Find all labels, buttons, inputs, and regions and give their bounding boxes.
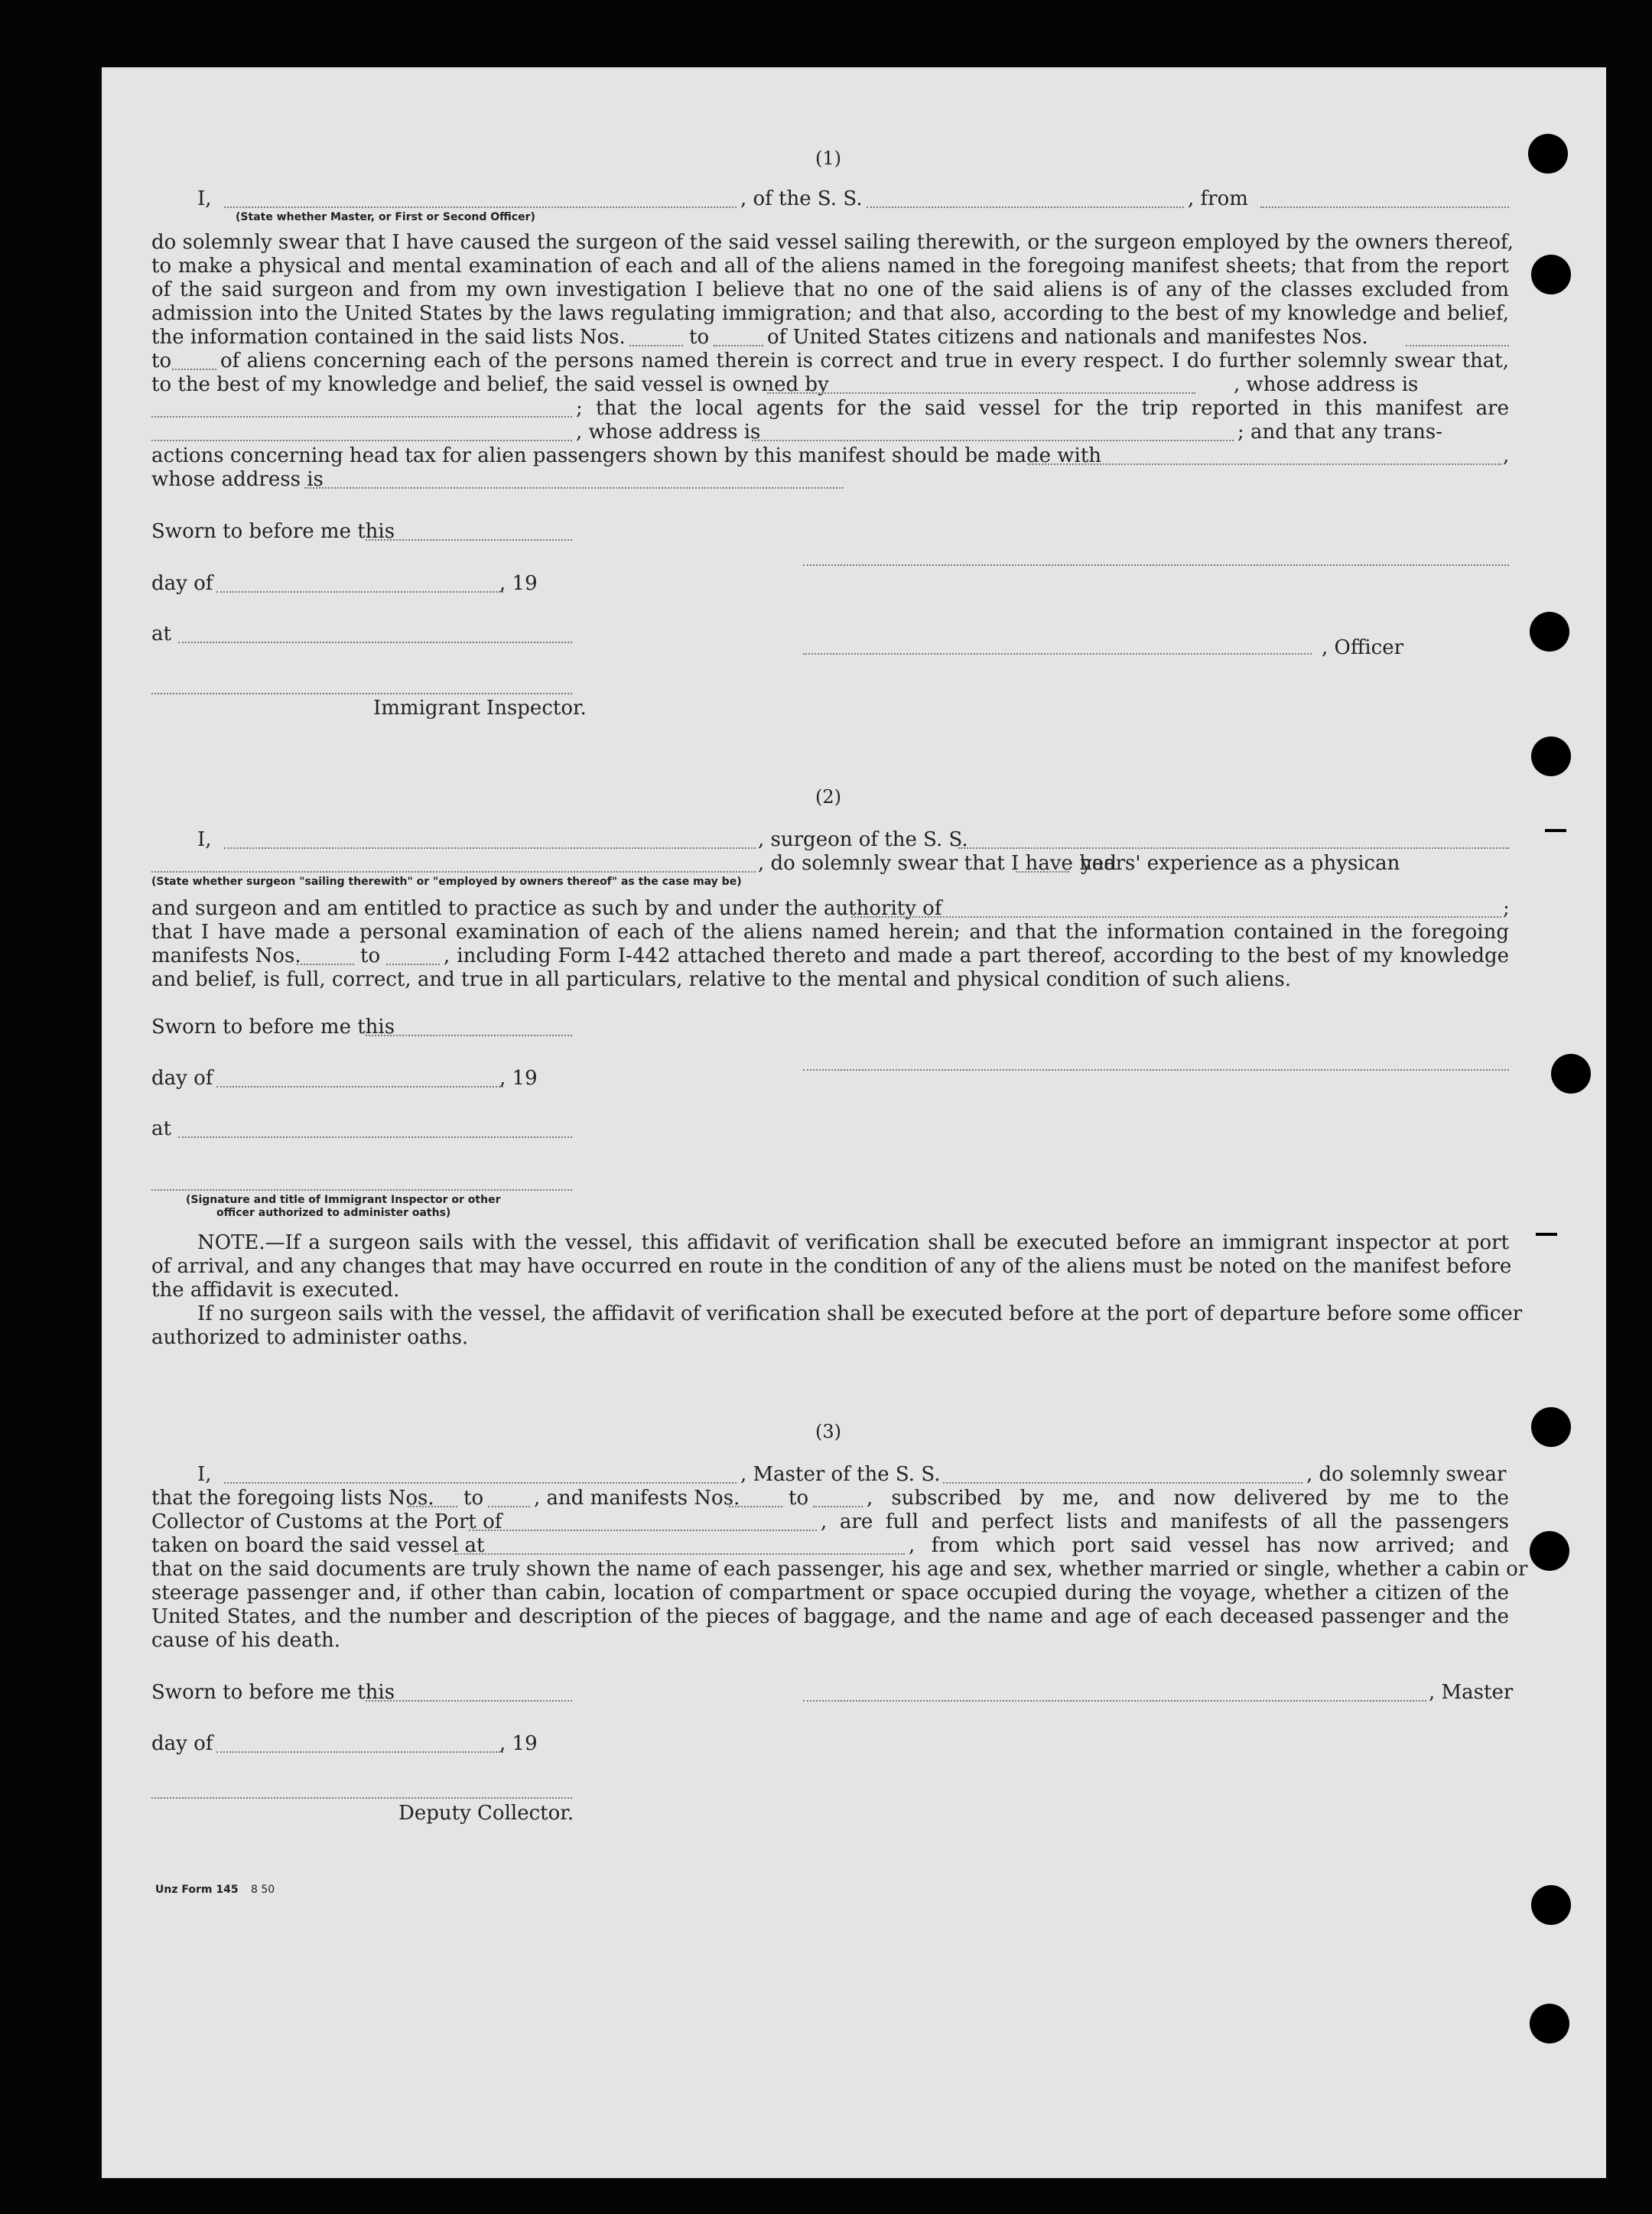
s2-at-label: at (151, 1117, 171, 1140)
s1-headtax-label: actions concerning head tax for alien passengers shown by this manifest should be made with (151, 444, 1102, 467)
s1-owned-label: to the best of my knowledge and belief, the said vessel is owned by (151, 373, 829, 396)
s3-dayof-field[interactable] (216, 1751, 503, 1753)
s1-dayof-field[interactable] (216, 591, 503, 593)
s2-swear-label: , do solemnly swear that I have had (758, 852, 1117, 875)
s1-whose-address-label: whose address is (151, 468, 324, 491)
s1-lists-to-field[interactable] (714, 345, 763, 346)
s3-to-label: to (463, 1487, 484, 1510)
s3-to2-label: to (789, 1487, 809, 1510)
s3-manifests-from-field[interactable] (729, 1506, 782, 1507)
s1-text-line: of the said surgeon and from my own investigation I believe that no one of the said aliens is of any of the classes excluded from (151, 278, 1509, 301)
s1-text-line: do solemnly swear that I have caused the surgeon of the said vessel sailing therewith, or the surgeon employed by the owners thereof, (151, 231, 1514, 254)
s1-trans-label: ; and that any trans- (1237, 421, 1443, 444)
s1-officer-signature-field[interactable] (803, 653, 1312, 655)
s2-dayof-label: day of (151, 1067, 213, 1090)
s3-master-signature-field[interactable] (803, 1700, 1426, 1702)
s3-departure-field[interactable] (455, 1553, 905, 1555)
s2-manifests-label: manifests Nos. (151, 944, 301, 967)
s2-i-label: I, (197, 828, 212, 851)
s1-of-ss-label: , of the S. S. (740, 187, 863, 210)
s2-manifests-from-field[interactable] (297, 964, 354, 965)
s1-to-label: to (689, 326, 710, 349)
s1-manifests-field[interactable] (1406, 345, 1509, 346)
s1-whose-address-field[interactable] (304, 487, 844, 489)
s1-inspector-field[interactable] (151, 693, 572, 694)
s3-text-line: , from which port said vessel has now arrived; and (909, 1534, 1509, 1557)
s3-text-line: cause of his death. (151, 1629, 340, 1652)
s2-text-line: that I have made a personal examination of each of the aliens named herein; and that the information contained in the foregoing (151, 921, 1509, 944)
s3-manifests-label: , and manifests Nos. (534, 1487, 740, 1510)
s3-dayof-label: day of (151, 1732, 213, 1755)
s1-i-label: I, (197, 187, 212, 210)
section-1-number: (1) (815, 148, 841, 169)
s1-owner-address-field[interactable] (151, 416, 572, 418)
s2-authority-field[interactable] (851, 916, 1501, 918)
s1-owner-field[interactable] (767, 392, 1195, 394)
section-3-number: (3) (815, 1421, 841, 1442)
s1-agents-label: ; that the local agents for the said vessel for the trip reported in this manifest are (576, 397, 1509, 420)
s3-text-line: , are full and perfect lists and manifests of all the passengers (821, 1510, 1509, 1533)
s3-text-line: United States, and the number and description of the pieces of baggage, and the name and age of each deceased passenger and the (151, 1605, 1509, 1628)
s3-manifests-to-field[interactable] (813, 1506, 863, 1507)
s2-sworn-field[interactable] (366, 1035, 572, 1036)
s1-manifests-to-field[interactable] (172, 369, 216, 370)
s1-text-line: to make a physical and mental examination of each and all of the aliens named in the foregoing manifest sheets; that from the report (151, 255, 1509, 278)
s3-i-label: I, (197, 1463, 212, 1486)
s1-headtax-field[interactable] (1027, 463, 1501, 465)
s1-from-field[interactable] (1260, 206, 1509, 208)
s3-master-name-field[interactable] (224, 1482, 737, 1484)
s3-vessel-field[interactable] (943, 1482, 1302, 1484)
s1-officer-caption: (State whether Master, or First or Second Officer) (236, 211, 535, 223)
s2-inspector-field[interactable] (151, 1189, 572, 1191)
punch-hole (1531, 1885, 1571, 1925)
s3-swear-label: , do solemnly swear (1306, 1463, 1507, 1486)
s2-surgeon-type-field[interactable] (151, 871, 756, 873)
s3-lists-from-field[interactable] (408, 1506, 457, 1507)
s1-at-field[interactable] (178, 642, 572, 643)
s2-signature-line[interactable] (803, 1069, 1509, 1071)
s1-inspector-label: Immigrant Inspector. (373, 697, 587, 720)
punch-hole (1530, 1531, 1569, 1571)
s2-text-line: and belief, is full, correct, and true in all particulars, relative to the mental and physical condition of such aliens. (151, 968, 1291, 991)
s2-surgeon-caption: (State whether surgeon "sailing therewith" or "employed by owners thereof" as the case may be) (151, 876, 742, 888)
s1-lists-label: the information contained in the said lists Nos. (151, 326, 626, 349)
s3-sworn-field[interactable] (366, 1700, 572, 1702)
s2-semicolon: ; (1503, 897, 1510, 920)
form-page (102, 67, 1606, 2178)
punch-hole (1530, 2004, 1569, 2043)
s3-year-label: , 19 (499, 1732, 538, 1755)
edge-mark (1536, 1233, 1557, 1236)
s1-agents-field[interactable] (151, 440, 572, 441)
s1-signature-line[interactable] (803, 564, 1509, 566)
s1-sworn-label: Sworn to before me this (151, 520, 395, 543)
s1-officer-label: , Officer (1322, 636, 1404, 659)
form-code: 8 50 (251, 1884, 275, 1896)
punch-hole (1531, 255, 1571, 294)
s2-vessel-field[interactable] (958, 847, 1509, 849)
s1-year-label: , 19 (499, 572, 538, 595)
s1-at-label: at (151, 623, 171, 645)
s2-surgeon-label: , surgeon of the S. S. (758, 828, 968, 851)
s2-authority-label: and surgeon and am entitled to practice as such by and under the authority of (151, 897, 942, 920)
s1-agent-address-field[interactable] (752, 440, 1234, 441)
punch-hole (1531, 736, 1571, 776)
s2-at-field[interactable] (178, 1136, 572, 1138)
s3-sworn-label: Sworn to before me this (151, 1681, 395, 1704)
s2-years-label: years' experience as a physican (1081, 852, 1400, 875)
punch-hole (1551, 1054, 1591, 1094)
s2-dayof-field[interactable] (216, 1086, 503, 1087)
s2-sig-caption-1: (Signature and title of Immigrant Inspector or other (186, 1194, 501, 1206)
punch-hole (1531, 1407, 1571, 1447)
s2-manifests-to-field[interactable] (386, 964, 440, 965)
s1-address-label: , whose address is (1234, 373, 1419, 396)
s2-years-field[interactable] (1016, 871, 1069, 873)
note-line: authorized to administer oaths. (151, 1326, 469, 1349)
punch-hole (1528, 134, 1568, 174)
section-2-number: (2) (815, 786, 841, 808)
s2-sworn-label: Sworn to before me this (151, 1016, 395, 1039)
form-number: Unz Form 145 (155, 1884, 239, 1896)
s1-citizens-label: of United States citizens and nationals and manifestes Nos. (767, 326, 1368, 349)
s1-text-line: admission into the United States by the laws regulating immigration; and that also, according to the best of my knowledge and belief, (151, 302, 1509, 325)
s3-port-field[interactable] (469, 1530, 817, 1531)
s2-to-label: to (360, 944, 381, 967)
s1-lists-from-field[interactable] (629, 345, 683, 346)
s3-lists-to-field[interactable] (488, 1506, 530, 1507)
s3-collector-label: Deputy Collector. (398, 1802, 574, 1825)
s3-lists-label: that the foregoing lists Nos. (151, 1487, 434, 1510)
s2-year-label: , 19 (499, 1067, 538, 1090)
s1-text-line: of aliens concerning each of the persons named therein is correct and true in every respect. I do further solemnly swear that, (220, 349, 1509, 372)
s1-comma: , (1503, 444, 1510, 467)
note-line: NOTE.—If a surgeon sails with the vessel, this affidavit of verification shall be executed before an immigrant inspector at port (197, 1231, 1509, 1254)
s2-surgeon-name-field[interactable] (224, 847, 756, 849)
note-line: of arrival, and any changes that may have occurred en route in the condition of any of the aliens must be noted on the manifest before (151, 1255, 1512, 1278)
s3-text-line: that on the said documents are truly shown the name of each passenger, his age and sex, whether married or single, whether a cabin or (151, 1558, 1528, 1581)
s3-master-label: , Master of the S. S. (740, 1463, 941, 1486)
s3-port-label: Collector of Customs at the Port of (151, 1510, 502, 1533)
s2-text-line: , including Form I-442 attached thereto and made a part thereof, according to the best of my knowledge (444, 944, 1509, 967)
s3-text-line: , subscribed by me, and now delivered by me to the (867, 1487, 1509, 1510)
s1-to2-label: to (151, 349, 172, 372)
note-line: the affidavit is executed. (151, 1279, 400, 1302)
s3-taken-label: taken on board the said vessel at (151, 1534, 485, 1557)
edge-mark (1545, 829, 1566, 832)
punch-hole (1530, 612, 1569, 652)
s3-collector-field[interactable] (151, 1797, 572, 1799)
s3-master-sig-label: , Master (1429, 1681, 1514, 1704)
s1-dayof-label: day of (151, 572, 213, 595)
s1-from-label: , from (1188, 187, 1248, 210)
s1-officer-field[interactable] (224, 206, 737, 208)
s1-sworn-field[interactable] (366, 539, 572, 541)
s2-sig-caption-2: officer authorized to administer oaths) (216, 1207, 451, 1219)
s1-agent-address-label: , whose address is (576, 421, 761, 444)
note-line: If no surgeon sails with the vessel, the affidavit of verification shall be executed before at the port of departure before some officer (197, 1302, 1523, 1325)
s3-text-line: steerage passenger and, if other than cabin, location of compartment or space occupied during the voyage, whether a citizen of the (151, 1582, 1509, 1604)
s1-vessel-field[interactable] (867, 206, 1184, 208)
